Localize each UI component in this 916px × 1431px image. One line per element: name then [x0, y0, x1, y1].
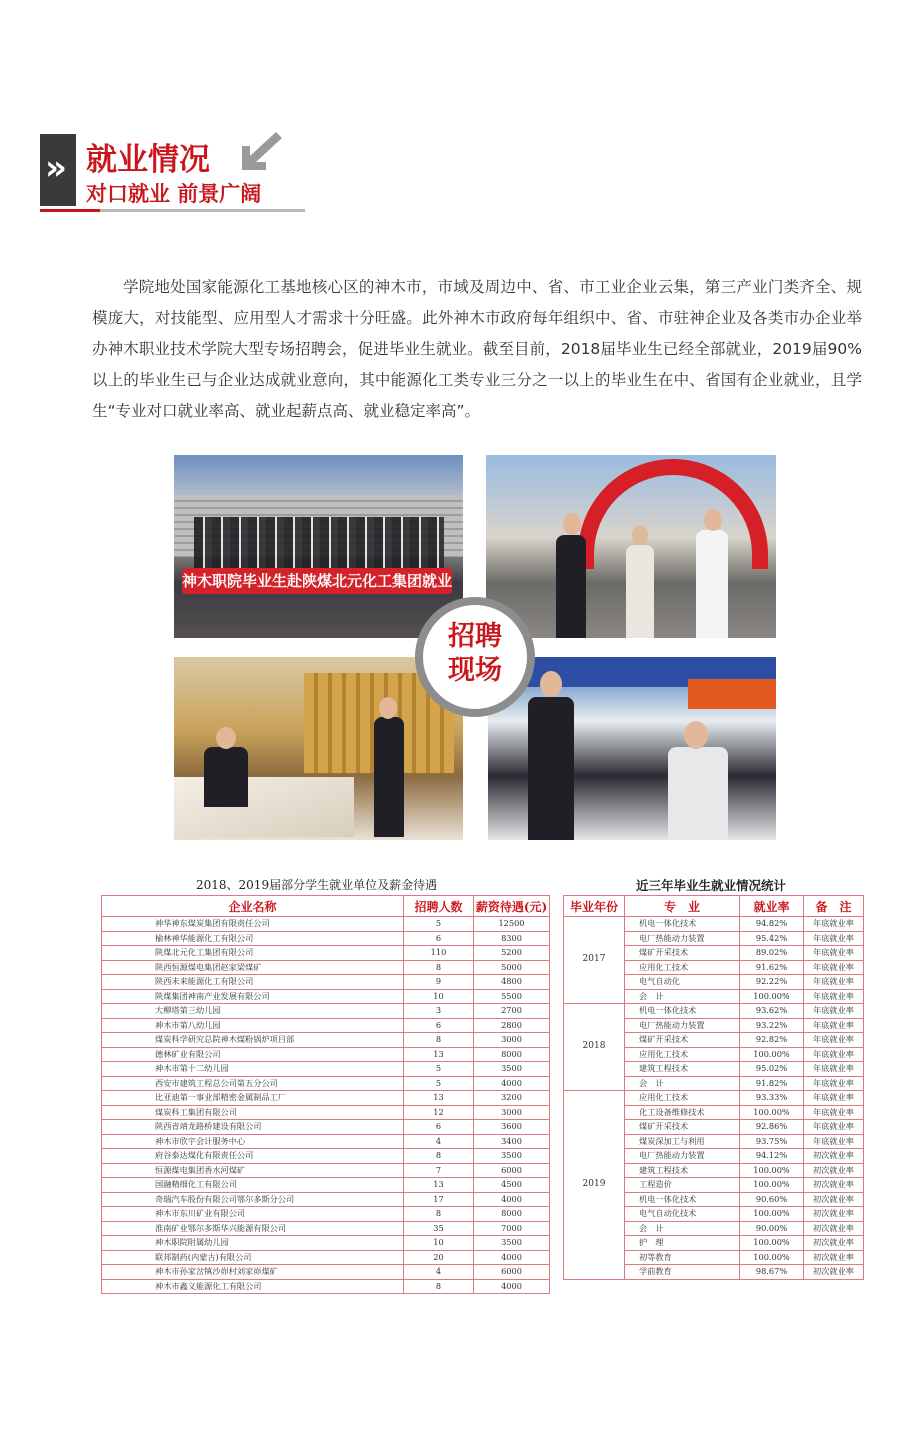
- person: [528, 697, 574, 840]
- rate-cell: 90.00%: [740, 1221, 804, 1236]
- company-name-cell: 神华神东煤炭集团有限责任公司: [102, 917, 404, 932]
- salary-cell: 5500: [474, 989, 550, 1004]
- note-cell: 年底就业率: [804, 975, 864, 990]
- rate-cell: 100.00%: [740, 1250, 804, 1265]
- rate-cell: 100.00%: [740, 1163, 804, 1178]
- company-name-cell: 德林矿业有限公司: [102, 1047, 404, 1062]
- hires-cell: 13: [404, 1091, 474, 1106]
- hires-cell: 20: [404, 1250, 474, 1265]
- table-row: [102, 1207, 550, 1222]
- major-cell: 煤矿开采技术: [625, 1120, 740, 1135]
- note-cell: 年底就业率: [804, 960, 864, 975]
- company-name-cell: 陕西未来能源化工有限公司: [102, 975, 404, 990]
- salary-cell: 3000: [474, 1105, 550, 1120]
- person-head: [684, 721, 708, 749]
- salary-cell: 3200: [474, 1091, 550, 1106]
- col-header-major: 专 业: [625, 896, 740, 917]
- note-cell: 初次就业率: [804, 1265, 864, 1280]
- salary-cell: 4000: [474, 1192, 550, 1207]
- orange-tent: [688, 679, 776, 709]
- rate-cell: 92.22%: [740, 975, 804, 990]
- hires-cell: 4: [404, 1265, 474, 1280]
- person: [556, 535, 586, 638]
- major-cell: 学前教育: [625, 1265, 740, 1280]
- company-name-cell: 煤炭科学研究总院神木煤粉锅炉项目部: [102, 1033, 404, 1048]
- employers-salary-table: [101, 895, 550, 1294]
- rate-cell: 92.86%: [740, 1120, 804, 1135]
- major-cell: 电气自动化: [625, 975, 740, 990]
- hires-cell: 8: [404, 1207, 474, 1222]
- company-name-cell: 神木市第十二幼儿园: [102, 1062, 404, 1077]
- hires-cell: 7: [404, 1163, 474, 1178]
- photo-interview-room: [174, 657, 463, 840]
- year-cell: 2018: [564, 1004, 625, 1091]
- table-row: [102, 1250, 550, 1265]
- major-cell: 煤炭深加工与利用: [625, 1134, 740, 1149]
- table-row: [102, 1120, 550, 1135]
- table-row: [102, 1076, 550, 1091]
- table-row: [102, 1163, 550, 1178]
- note-cell: 初次就业率: [804, 1207, 864, 1222]
- table-row: [102, 975, 550, 990]
- company-name-cell: 恒源煤电集团香水河煤矿: [102, 1163, 404, 1178]
- company-name-cell: 陕西省靖龙路桥建设有限公司: [102, 1120, 404, 1135]
- col-header-note: 备 注: [804, 896, 864, 917]
- rate-cell: 93.22%: [740, 1018, 804, 1033]
- hires-cell: 5: [404, 917, 474, 932]
- salary-cell: 3500: [474, 1062, 550, 1077]
- person: [204, 747, 248, 807]
- rate-cell: 100.00%: [740, 1236, 804, 1251]
- company-name-cell: 榆林神华能源化工有限公司: [102, 931, 404, 946]
- company-name-cell: 神木职院附属幼儿园: [102, 1236, 404, 1251]
- table-row: [102, 1178, 550, 1193]
- major-cell: 建筑工程技术: [625, 1163, 740, 1178]
- major-cell: 应用化工技术: [625, 1091, 740, 1106]
- company-name-cell: 西安市建筑工程总公司第五分公司: [102, 1076, 404, 1091]
- person-head: [379, 697, 397, 719]
- salary-cell: 8300: [474, 931, 550, 946]
- major-cell: 电厂热能动力装置: [625, 1149, 740, 1164]
- hires-cell: 4: [404, 1134, 474, 1149]
- desk: [174, 777, 354, 837]
- rate-cell: 93.33%: [740, 1091, 804, 1106]
- hires-cell: 8: [404, 960, 474, 975]
- rate-cell: 100.00%: [740, 1105, 804, 1120]
- note-cell: 年底就业率: [804, 1062, 864, 1077]
- company-name-cell: 奇瑞汽车股份有限公司鄂尔多斯分公司: [102, 1192, 404, 1207]
- hires-cell: 5: [404, 1076, 474, 1091]
- person-head: [563, 513, 581, 535]
- company-name-cell: 神木市第八幼儿园: [102, 1018, 404, 1033]
- table-row: [102, 931, 550, 946]
- photo-banner: 神木职院毕业生赴陕煤北元化工集团就业: [182, 568, 452, 594]
- salary-cell: 3600: [474, 1120, 550, 1135]
- company-name-cell: 陕煤北元化工集团有限公司: [102, 946, 404, 961]
- salary-cell: 6000: [474, 1265, 550, 1280]
- rate-cell: 95.02%: [740, 1062, 804, 1077]
- col-header-rate: 就业率: [740, 896, 804, 917]
- badge-line2: 现场: [448, 655, 502, 686]
- table-row: [102, 1062, 550, 1077]
- hires-cell: 9: [404, 975, 474, 990]
- company-name-cell: 神木市鑫义能源化工有限公司: [102, 1279, 404, 1294]
- major-cell: 会 计: [625, 1076, 740, 1091]
- major-cell: 化工设备维修技术: [625, 1105, 740, 1120]
- person: [696, 530, 728, 638]
- salary-cell: 4000: [474, 1250, 550, 1265]
- company-name-cell: 陕煤集团神南产业发展有限公司: [102, 989, 404, 1004]
- major-cell: 电厂热能动力装置: [625, 1018, 740, 1033]
- section-title: 就业情况: [86, 142, 210, 178]
- note-cell: 初次就业率: [804, 1221, 864, 1236]
- major-cell: 煤矿开采技术: [625, 946, 740, 961]
- table-row: [102, 1091, 550, 1106]
- hires-cell: 10: [404, 989, 474, 1004]
- hires-cell: 10: [404, 1236, 474, 1251]
- employment-rate-table: [563, 895, 864, 1280]
- major-cell: 电厂热能动力装置: [625, 931, 740, 946]
- double-chevron-icon: »: [40, 134, 76, 206]
- rate-cell: 92.82%: [740, 1033, 804, 1048]
- major-cell: 应用化工技术: [625, 960, 740, 975]
- note-cell: 年底就业率: [804, 1018, 864, 1033]
- company-name-cell: 比亚迪第一事业部精密金属制品工厂: [102, 1091, 404, 1106]
- salary-cell: 3400: [474, 1134, 550, 1149]
- company-name-cell: 陕西恒源煤电集团赵家梁煤矿: [102, 960, 404, 975]
- major-cell: 建筑工程技术: [625, 1062, 740, 1077]
- rate-cell: 98.67%: [740, 1265, 804, 1280]
- rate-cell: 100.00%: [740, 1207, 804, 1222]
- year-cell: 2019: [564, 1091, 625, 1280]
- table-row: [564, 917, 864, 932]
- year-cell: 2017: [564, 917, 625, 1004]
- rate-cell: 89.02%: [740, 946, 804, 961]
- photo-recruitment-booth: [488, 657, 776, 840]
- table-row: [102, 1047, 550, 1062]
- salary-cell: 7000: [474, 1221, 550, 1236]
- col-header-hires: 招聘人数: [404, 896, 474, 917]
- note-cell: 年底就业率: [804, 1004, 864, 1019]
- hires-cell: 6: [404, 931, 474, 946]
- note-cell: 年底就业率: [804, 931, 864, 946]
- hires-cell: 13: [404, 1178, 474, 1193]
- note-cell: 年底就业率: [804, 1047, 864, 1062]
- hires-cell: 13: [404, 1047, 474, 1062]
- major-cell: 机电一体化技术: [625, 1192, 740, 1207]
- major-cell: 初等教育: [625, 1250, 740, 1265]
- company-name-cell: 煤炭科工集团有限公司: [102, 1105, 404, 1120]
- company-name-cell: 联邦制药(内蒙古)有限公司: [102, 1250, 404, 1265]
- salary-cell: 12500: [474, 917, 550, 932]
- note-cell: 年底就业率: [804, 946, 864, 961]
- person: [374, 717, 404, 837]
- major-cell: 机电一体化技术: [625, 917, 740, 932]
- hires-cell: 6: [404, 1018, 474, 1033]
- salary-cell: 8000: [474, 1207, 550, 1222]
- table-row: [102, 989, 550, 1004]
- salary-cell: 8000: [474, 1047, 550, 1062]
- table2-caption: 近三年毕业生就业情况统计: [636, 878, 787, 893]
- inflatable-arch: [578, 459, 768, 569]
- rate-cell: 94.12%: [740, 1149, 804, 1164]
- table-row: [102, 1149, 550, 1164]
- table-row: [102, 1134, 550, 1149]
- person-head: [704, 509, 722, 531]
- col-header-salary: 薪资待遇(元): [474, 896, 550, 917]
- rate-cell: 100.00%: [740, 989, 804, 1004]
- rate-cell: 93.62%: [740, 1004, 804, 1019]
- rate-cell: 91.82%: [740, 1076, 804, 1091]
- table-row: [102, 1004, 550, 1019]
- salary-cell: 4800: [474, 975, 550, 990]
- col-header-year: 毕业年份: [564, 896, 625, 917]
- table-row: [102, 1033, 550, 1048]
- company-name-cell: 大柳塔第三幼儿园: [102, 1004, 404, 1019]
- salary-cell: 4000: [474, 1076, 550, 1091]
- major-cell: 工程造价: [625, 1178, 740, 1193]
- rate-cell: 100.00%: [740, 1047, 804, 1062]
- table-row: [102, 1105, 550, 1120]
- table-row: [102, 1192, 550, 1207]
- person-head: [632, 525, 648, 545]
- person: [668, 747, 728, 840]
- salary-cell: 6000: [474, 1163, 550, 1178]
- major-cell: 护 理: [625, 1236, 740, 1251]
- major-cell: 机电一体化技术: [625, 1004, 740, 1019]
- recruitment-site-badge: [415, 597, 535, 717]
- note-cell: 年底就业率: [804, 1120, 864, 1135]
- hires-cell: 5: [404, 1062, 474, 1077]
- header-underline-gray: [100, 209, 305, 212]
- table-row: [102, 946, 550, 961]
- hires-cell: 8: [404, 1279, 474, 1294]
- note-cell: 初次就业率: [804, 1236, 864, 1251]
- rate-cell: 93.75%: [740, 1134, 804, 1149]
- hires-cell: 110: [404, 946, 474, 961]
- photo-graduates-group: [174, 455, 463, 638]
- salary-cell: 5000: [474, 960, 550, 975]
- company-name-cell: 神木市欣宇会计服务中心: [102, 1134, 404, 1149]
- salary-cell: 5200: [474, 946, 550, 961]
- table-row: [564, 1004, 864, 1019]
- person-head: [540, 671, 562, 697]
- salary-cell: 2800: [474, 1018, 550, 1033]
- major-cell: 应用化工技术: [625, 1047, 740, 1062]
- employers-table-body: [102, 917, 550, 1294]
- salary-cell: 3000: [474, 1033, 550, 1048]
- section-header: [40, 130, 308, 216]
- note-cell: 初次就业率: [804, 1163, 864, 1178]
- hires-cell: 8: [404, 1149, 474, 1164]
- table-row: [102, 1018, 550, 1033]
- salary-cell: 4000: [474, 1279, 550, 1294]
- note-cell: 年底就业率: [804, 917, 864, 932]
- note-cell: 年底就业率: [804, 1076, 864, 1091]
- table-row: [564, 1091, 864, 1106]
- table-row: [102, 1265, 550, 1280]
- salary-cell: 4500: [474, 1178, 550, 1193]
- table1-caption: 2018、2019届部分学生就业单位及薪金待遇: [196, 878, 438, 892]
- photo-job-fair-arch: [486, 455, 776, 638]
- rate-cell: 90.60%: [740, 1192, 804, 1207]
- note-cell: 年底就业率: [804, 1134, 864, 1149]
- badge-line1: 招聘: [448, 621, 502, 652]
- company-name-cell: 国融精细化工有限公司: [102, 1178, 404, 1193]
- hires-cell: 3: [404, 1004, 474, 1019]
- hires-cell: 35: [404, 1221, 474, 1236]
- hires-cell: 17: [404, 1192, 474, 1207]
- hires-cell: 6: [404, 1120, 474, 1135]
- section-subtitle: 对口就业 前景广阔: [86, 181, 262, 206]
- salary-cell: 3500: [474, 1149, 550, 1164]
- table-row: [102, 1236, 550, 1251]
- note-cell: 年底就业率: [804, 989, 864, 1004]
- note-cell: 初次就业率: [804, 1250, 864, 1265]
- rate-cell: 95.42%: [740, 931, 804, 946]
- salary-cell: 3500: [474, 1236, 550, 1251]
- note-cell: 初次就业率: [804, 1192, 864, 1207]
- person: [626, 545, 654, 638]
- intro-paragraph: 学院地处国家能源化工基地核心区的神木市，市域及周边中、省、市工业企业云集，第三产业门类齐全、规模庞大，对技能型、应用型人才需求十分旺盛。此外神木市政府每年组织中、省、市驻神企业及各类市办企业举办神木职业技术学院大型专场招聘会，促进毕业生就业。截至目前，2018届毕业生已经全部就业，2019届90%以上的毕业生已与企业达成就业意向，其中能源化工类专业三分之一以上的毕业生在中、省国有企业就业，且学生“专业对口就业率高、就业起薪点高、就业稳定率高”。: [92, 278, 862, 420]
- hires-cell: 12: [404, 1105, 474, 1120]
- note-cell: 年底就业率: [804, 1091, 864, 1106]
- note-cell: 初次就业率: [804, 1149, 864, 1164]
- table-row: [102, 1279, 550, 1294]
- major-cell: 会 计: [625, 1221, 740, 1236]
- person-head: [216, 727, 236, 749]
- rate-cell: 94.82%: [740, 917, 804, 932]
- note-cell: 年底就业率: [804, 1105, 864, 1120]
- company-name-cell: 神木市孙家岔镇沙峁村刘家峁煤矿: [102, 1265, 404, 1280]
- hires-cell: 8: [404, 1033, 474, 1048]
- table-row: [102, 1221, 550, 1236]
- salary-cell: 2700: [474, 1004, 550, 1019]
- note-cell: 初次就业率: [804, 1178, 864, 1193]
- major-cell: 煤矿开采技术: [625, 1033, 740, 1048]
- col-header-company: 企业名称: [102, 896, 404, 917]
- company-name-cell: 淮南矿业鄂尔多斯华兴能源有限公司: [102, 1221, 404, 1236]
- major-cell: 电气自动化技术: [625, 1207, 740, 1222]
- employment-table-body: [564, 917, 864, 1280]
- rate-cell: 91.62%: [740, 960, 804, 975]
- note-cell: 年底就业率: [804, 1033, 864, 1048]
- company-name-cell: 府谷泰达煤化有限责任公司: [102, 1149, 404, 1164]
- company-name-cell: 神木市东川矿业有限公司: [102, 1207, 404, 1222]
- major-cell: 会 计: [625, 989, 740, 1004]
- table-row: [102, 960, 550, 975]
- arrow-down-left-icon: [236, 130, 282, 174]
- rate-cell: 100.00%: [740, 1178, 804, 1193]
- table-row: [102, 917, 550, 932]
